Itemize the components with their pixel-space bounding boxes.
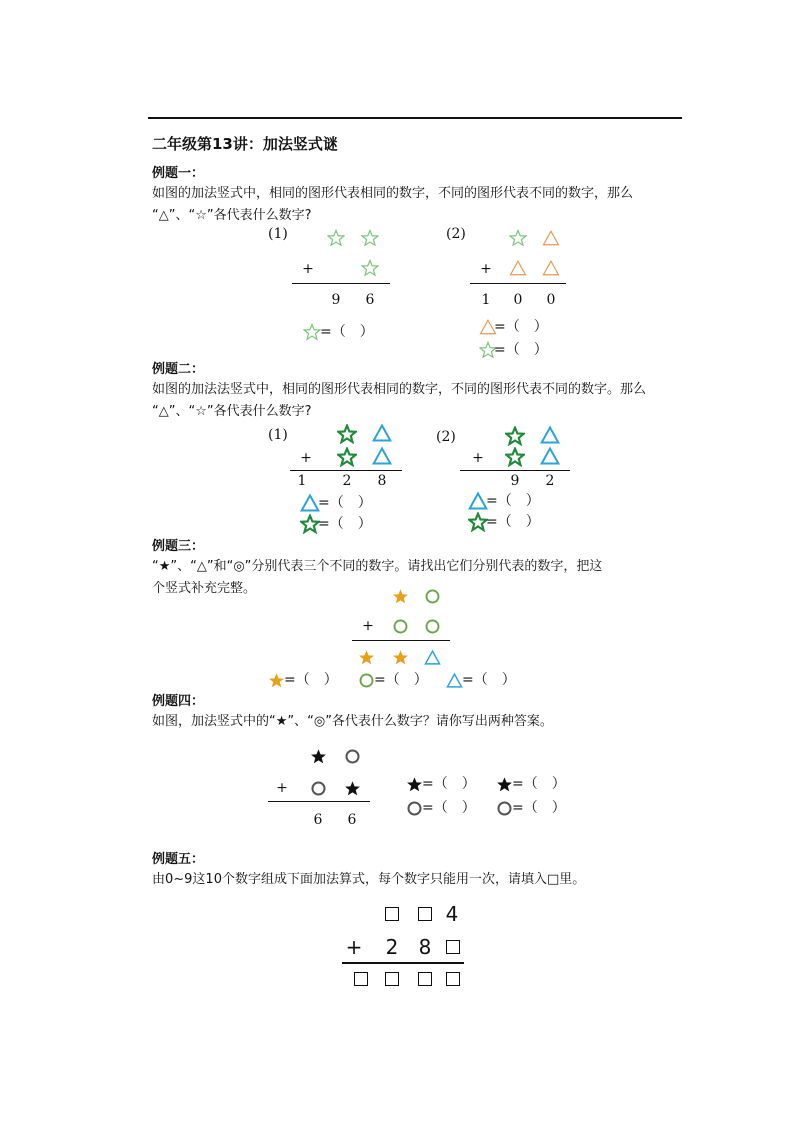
ex2-p2-star-answer: =（ ） (486, 514, 540, 530)
ex5-text-line1: 由0~9这10个数字组成下面加法算式，每个数字只能用一次，请填入□里。 (152, 872, 586, 887)
ex4-text-line1: 如图，加法竖式中的“★”、“◎”各代表什么数字？请你写出两种答案。 (152, 714, 553, 729)
ex2-p1-triangle-answer: =（ ） (318, 495, 372, 511)
star-outline-icon (324, 226, 348, 250)
ex5-plus: + (345, 935, 363, 959)
star-filled-icon (388, 645, 412, 669)
ex2-p1-result-digit: 8 (377, 473, 387, 489)
ex2-text-line1: 如图的加法法竖式中，相同的图形代表相同的数字，不同的图形代表不同的数字。那么 (152, 382, 647, 397)
circle-outline-icon (420, 584, 444, 608)
ex2-p1-label: (1) (268, 427, 288, 443)
ex2-p1-star-answer: =（ ） (318, 516, 372, 532)
star-bold-icon (503, 445, 527, 469)
ex1-p1-plus: + (302, 261, 314, 277)
star-outline-icon (506, 226, 530, 250)
blank-box[interactable] (418, 907, 432, 921)
ex1-p1-star-answer: =（ ） (320, 324, 374, 340)
ex2-p1-plus: + (300, 450, 312, 466)
ex2-p2-label: (2) (436, 429, 456, 445)
circle-outline-icon (388, 614, 412, 638)
ex1-p1-label: (1) (268, 226, 288, 242)
ex2-p2-result-digit: 2 (545, 473, 555, 489)
top-rule (148, 117, 682, 119)
ex5-row1-digit: 4 (445, 902, 459, 926)
page-title: 二年级第13讲：加法竖式谜 (152, 135, 338, 153)
ex4-result-digit: 6 (347, 812, 357, 828)
ex1-p2-label: (2) (446, 226, 466, 242)
ex3-sum-line (352, 640, 450, 641)
ex4-answer2-star: =（ ） (512, 776, 566, 792)
circle-outline-icon (420, 614, 444, 638)
star-outline-icon (358, 256, 382, 280)
ex4-result-digit: 6 (313, 812, 323, 828)
star-filled-icon (354, 645, 378, 669)
ex1-p2-result-digit: 0 (546, 292, 556, 308)
blank-box[interactable] (385, 972, 399, 986)
ex1-text-line1: 如图的加法竖式中，相同的图形代表相同的数字，不同的图形代表不同的数字，那么 (152, 186, 634, 201)
ex5-row2-digit: 2 (385, 935, 399, 959)
triangle-bold-icon (370, 421, 394, 445)
ex1-p2-result-digit: 1 (481, 292, 491, 308)
star-bold-icon (335, 422, 359, 446)
star-bold-icon (335, 445, 359, 469)
ex1-p2-triangle-answer: =（ ） (494, 319, 548, 335)
ex1-p1-sum-line (292, 283, 390, 284)
ex4-answer1-star: =（ ） (422, 776, 476, 792)
ex1-p2-star-answer: =（ ） (494, 342, 548, 358)
ex1-p2-plus: + (480, 261, 492, 277)
ex5-sum-line (342, 962, 464, 964)
ex3-heading: 例题三： (152, 539, 205, 554)
ex2-p1-result-digit: 1 (297, 473, 307, 489)
triangle-bold-icon (538, 444, 562, 468)
ex3-circle-answer: =（ ） (374, 672, 428, 688)
triangle-outline-icon (420, 645, 444, 669)
ex5-row2-digit: 8 (418, 935, 432, 959)
ex4-sum-line (268, 801, 370, 802)
ex3-plus: + (362, 618, 374, 634)
blank-box[interactable] (446, 940, 460, 954)
ex4-plus: + (276, 780, 288, 796)
star-filled-icon (340, 776, 364, 800)
ex1-p2-result-digit: 0 (513, 292, 523, 308)
ex4-heading: 例题四： (152, 694, 205, 709)
ex1-text-line2: “△”、“☆”各代表什么数字? (152, 208, 312, 223)
star-filled-icon (306, 744, 330, 768)
ex3-text-line1: “★”、“△”和“◎”分别代表三个不同的数字。请找出它们分别代表的数字，把这 (152, 559, 603, 574)
star-outline-icon (358, 226, 382, 250)
triangle-outline-icon (539, 226, 563, 250)
ex3-star-answer: =（ ） (284, 672, 338, 688)
circle-outline-icon (340, 744, 364, 768)
ex3-triangle-answer: =（ ） (462, 672, 516, 688)
circle-outline-icon (306, 776, 330, 800)
ex5-heading: 例题五： (152, 852, 205, 867)
ex1-heading: 例题一： (152, 166, 205, 181)
blank-box[interactable] (385, 907, 399, 921)
ex2-heading: 例题二： (152, 362, 205, 377)
triangle-bold-icon (370, 444, 394, 468)
ex1-p1-result-digit: 6 (365, 292, 375, 308)
ex2-p1-result-digit: 2 (342, 473, 352, 489)
ex2-text-line2: “△”、“☆”各代表什么数字? (152, 404, 312, 419)
ex3-text-line2: 个竖式补充完整。 (152, 581, 257, 596)
ex2-p2-result-digit: 9 (510, 473, 520, 489)
blank-box[interactable] (354, 972, 368, 986)
star-filled-icon (388, 584, 412, 608)
ex2-p2-triangle-answer: =（ ） (486, 493, 540, 509)
triangle-outline-icon (539, 256, 563, 280)
ex2-p2-plus: + (472, 450, 484, 466)
ex4-answer2-circle: =（ ） (512, 800, 566, 816)
ex1-p1-result-digit: 9 (331, 292, 341, 308)
blank-box[interactable] (418, 972, 432, 986)
blank-box[interactable] (446, 972, 460, 986)
ex1-p2-sum-line (470, 283, 566, 284)
triangle-outline-icon (506, 256, 530, 280)
ex4-answer1-circle: =（ ） (422, 800, 476, 816)
